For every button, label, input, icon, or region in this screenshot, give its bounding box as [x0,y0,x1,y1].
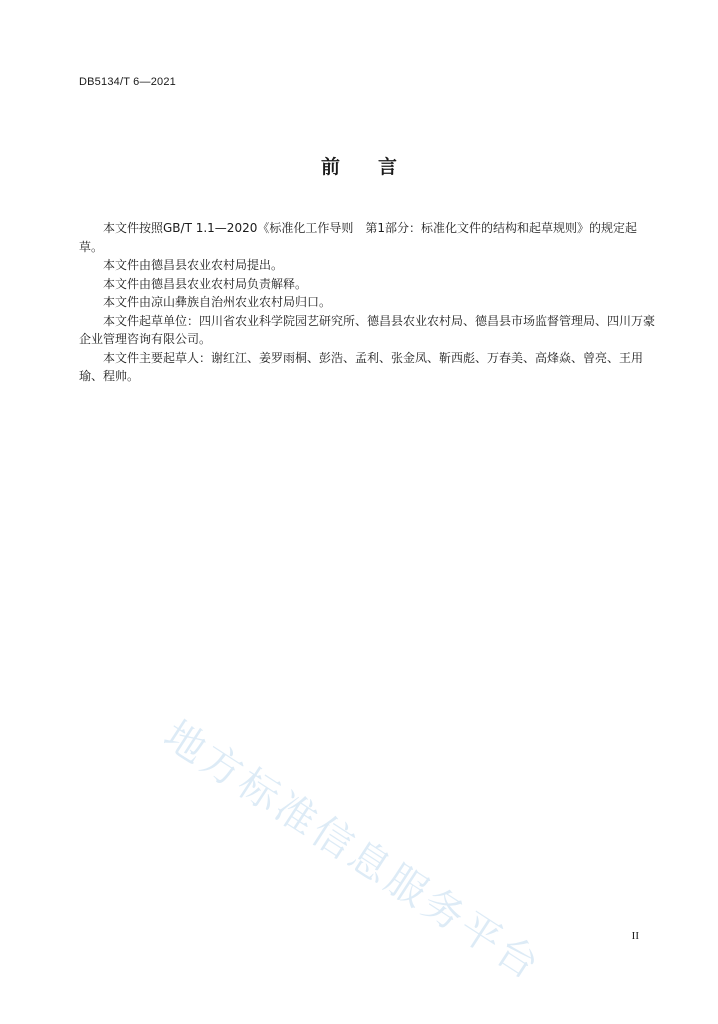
paragraph-drafting-basis: 本文件按照GB/T 1.1—2020《标准化工作导则 第1部分：标准化文件的结构和起草规则》的规定起草。 [79,221,637,254]
paragraph-interpreter: 本文件由德昌县农业农村局负责解释。 [103,276,308,291]
page-title: 前言 [320,156,435,178]
foreword-body [79,219,659,386]
paragraph-proposer: 本文件由德昌县农业农村局提出。 [103,258,284,272]
paragraph-administrator: 本文件由凉山彝族自治州农业农村局归口。 [103,295,332,309]
page-number: II [631,930,639,942]
paragraph-drafting-units: 本文件起草单位：四川省农业科学院园艺研究所、德昌县农业农村局、德昌县市场监督管理局、四川万豪企业管理咨询有限公司。 [79,313,656,346]
watermark: 地方标准信息服务平台 [155,712,550,991]
paragraph-drafters: 本文件主要起草人：谢红江、姜罗雨桐、彭浩、孟利、张金凤、靳西彪、万春美、高烽焱、曾亮、王用瑜、程帅。 [79,350,644,383]
document-code: DB5134/T 6—2021 [79,76,176,88]
